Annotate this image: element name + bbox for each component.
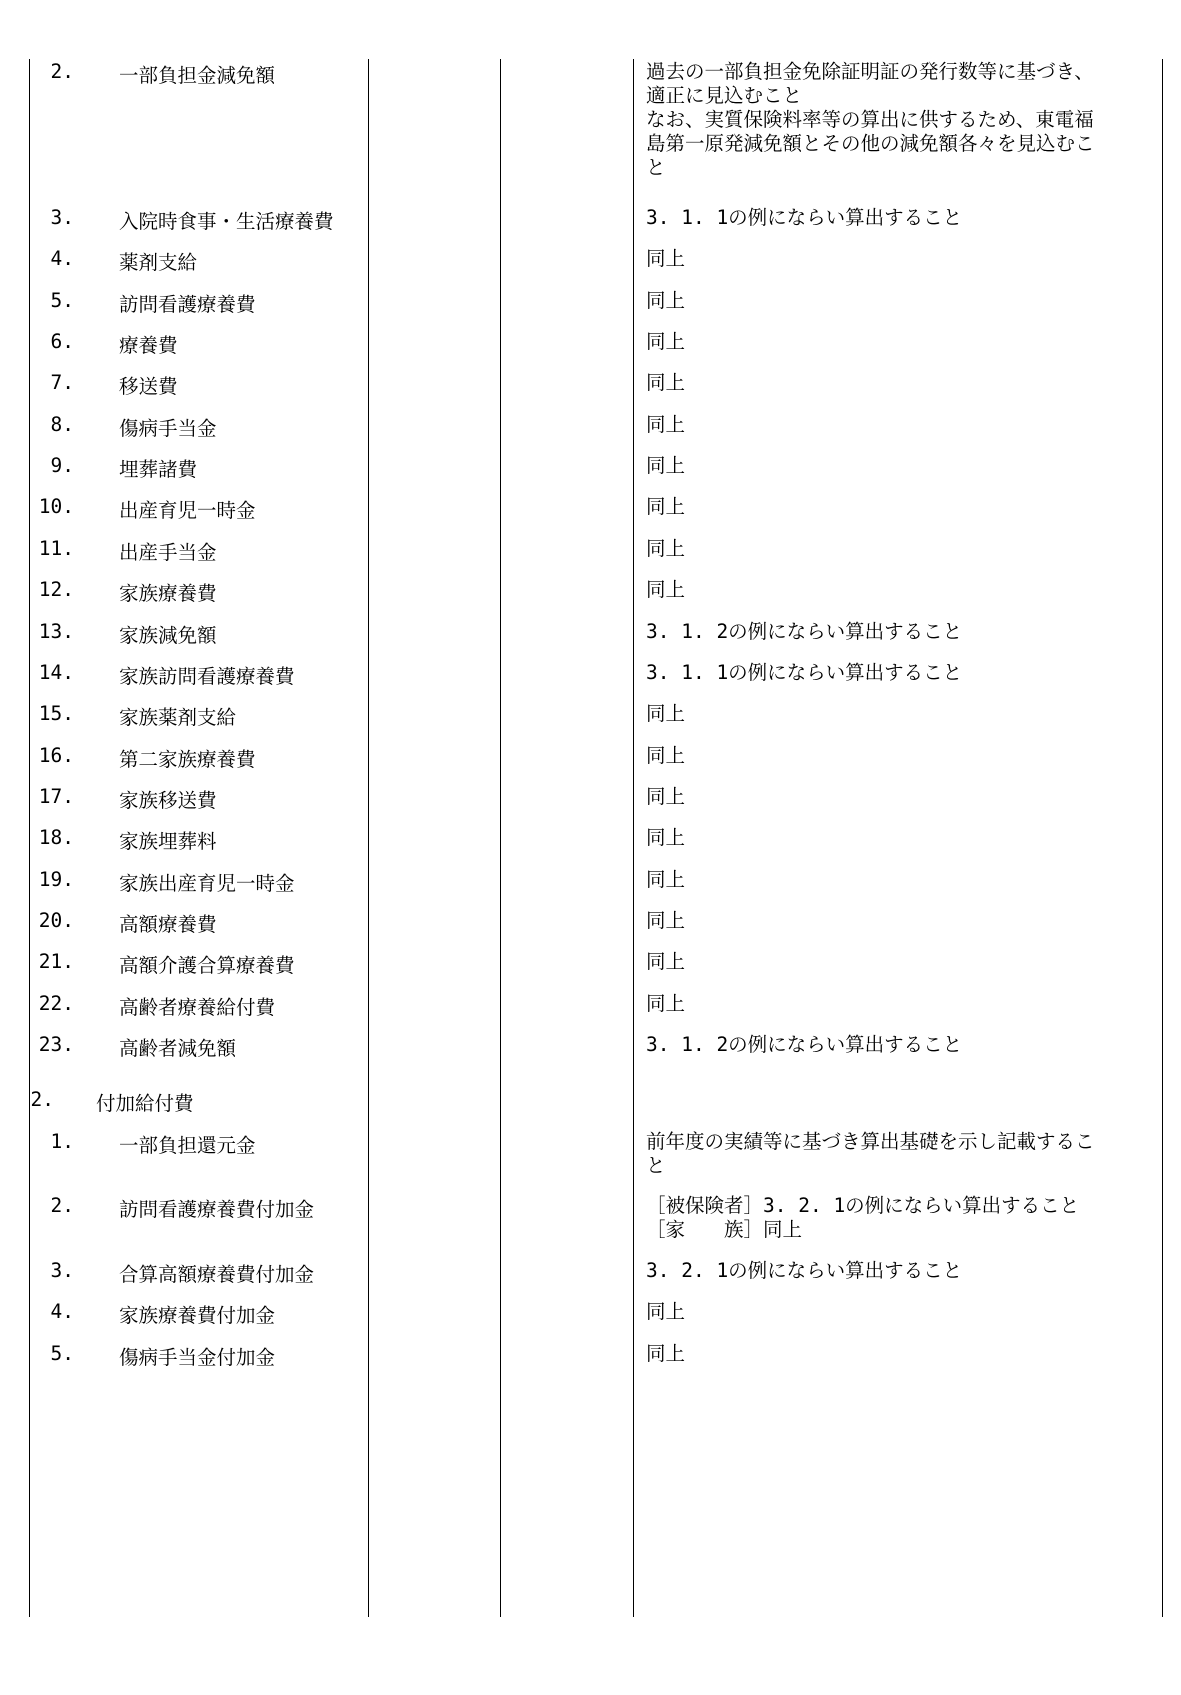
item-label: 出産手当金 [119,540,217,564]
item-label: 家族埋葬料 [119,830,217,854]
note-line: 同上 [646,412,686,436]
note-line: 同上 [646,536,686,560]
note-line: 同上 [646,288,686,312]
item-label: 合算高額療養費付加金 [119,1263,315,1286]
item-note [646,206,1156,230]
note-line: 同上 [646,991,686,1015]
note-line: 同上 [646,578,686,602]
item-note [646,289,1156,313]
note-line: 3. 1. 1の例にならい算出すること [646,660,963,684]
note-line: と [646,156,666,179]
item-label: 家族薬剤支給 [119,706,237,730]
item-number: 4. [50,1300,74,1323]
item-note [646,826,1156,850]
item-label: 第二家族療養費 [119,747,256,771]
item-note [646,785,1156,809]
item-note [646,909,1156,933]
item-label: 高額介護合算療養費 [119,954,295,978]
item-label: 薬剤支給 [119,251,198,275]
item-note [646,661,1156,685]
item-label: 一部負担金減免額 [119,64,276,87]
note-line: ［被保険者］3. 2. 1の例にならい算出すること [646,1194,1080,1217]
item-label: 傷病手当金 [119,416,217,440]
item-number: 17. [38,784,74,808]
item-label: 訪問看護療養費付加金 [119,1198,315,1221]
item-label: 一部負担還元金 [119,1134,256,1157]
item-note [646,620,1156,644]
item-number: 2. [50,1194,74,1217]
item-label: 家族出産育児一時金 [119,871,295,895]
note-line: 3. 2. 1の例にならい算出すること [646,1259,963,1282]
item-number: 1. [50,1130,74,1153]
item-number: 21. [38,950,74,974]
item-number: 20. [38,908,74,932]
item-number: 22. [38,991,74,1015]
item-note [646,744,1156,768]
item-note [646,702,1156,726]
item-number: 5. [50,288,74,312]
item-number: 11. [38,536,74,560]
note-line: 同上 [646,371,686,395]
item-number: 14. [38,660,74,684]
note-line: 適正に見込むこと [646,84,803,107]
item-label: 傷病手当金付加金 [119,1346,276,1369]
note-line: と [646,1154,666,1177]
item-label: 入院時食事・生活療養費 [119,210,334,233]
item-number: 13. [38,619,74,643]
item-note [646,1194,1156,1242]
note-line: 同上 [646,784,686,808]
note-line: 同上 [646,743,686,767]
item-label: 訪問看護療養費 [119,292,256,316]
item-number: 15. [38,702,74,726]
note-line: 3. 1. 2の例にならい算出すること [646,1033,963,1056]
note-line: 同上 [646,950,686,974]
item-number: 4. [50,247,74,271]
item-label: 家族療養費付加金 [119,1304,276,1327]
item-note [646,1342,1156,1366]
note-line: 同上 [646,908,686,932]
item-label: 療養費 [119,334,178,358]
item-note [646,454,1156,478]
table-border-right [1162,59,1163,1617]
item-note [646,868,1156,892]
item-number: 12. [38,578,74,602]
item-label: 移送費 [119,375,178,399]
item-number: 3. [50,206,74,229]
item-number: 5. [50,1342,74,1365]
note-line: なお、実質保険料率等の算出に供するため、東電福 [646,108,1094,131]
item-number: 8. [50,412,74,436]
note-line: 同上 [646,495,686,519]
item-note [646,60,1156,180]
note-line: 3. 1. 1の例にならい算出すること [646,206,963,229]
item-note [646,247,1156,271]
item-number: 9. [50,454,74,478]
item-number: 2. [50,60,74,83]
note-line: 同上 [646,330,686,354]
note-line: 同上 [646,1342,686,1365]
item-label: 家族訪問看護療養費 [119,664,295,688]
note-line: 前年度の実績等に基づき算出基礎を示し記載するこ [646,1130,1095,1153]
column-divider-1 [368,59,369,1617]
item-number: 23. [38,1033,74,1056]
note-line: 同上 [646,454,686,478]
note-line: 過去の一部負担金免除証明証の発行数等に基づき、 [646,60,1094,83]
item-label: 家族療養費 [119,582,217,606]
item-label: 家族減免額 [119,623,217,647]
item-label: 高齢者療養給付費 [119,995,276,1019]
note-line: 同上 [646,826,686,850]
item-number: 16. [38,743,74,767]
item-note [646,537,1156,561]
note-line: 3. 1. 2の例にならい算出すること [646,619,963,643]
item-note [646,992,1156,1016]
item-note [646,1259,1156,1283]
item-number: 2. [30,1088,54,1111]
item-note [646,1033,1156,1057]
item-label: 出産育児一時金 [119,499,256,523]
column-divider-2 [500,59,501,1617]
note-line: 同上 [646,247,686,271]
item-label: 高額療養費 [119,912,217,936]
column-divider-3 [633,59,634,1617]
note-line: 同上 [646,867,686,891]
note-line: ［家 族］同上 [646,1218,803,1241]
item-note [646,413,1156,437]
item-note [646,578,1156,602]
note-line: 島第一原発減免額とその他の減免額各々を見込むこ [646,132,1095,155]
item-label: 家族移送費 [119,788,217,812]
item-number: 6. [50,330,74,354]
item-note [646,495,1156,519]
item-label: 付加給付費 [96,1092,194,1115]
item-note [646,1300,1156,1324]
item-label: 高齢者減免額 [119,1037,237,1060]
item-note [646,1130,1156,1178]
item-number: 7. [50,371,74,395]
item-note [646,371,1156,395]
note-line: 同上 [646,702,686,726]
item-number: 18. [38,826,74,850]
note-line: 同上 [646,1300,686,1323]
item-number: 19. [38,867,74,891]
item-label: 埋葬諸費 [119,458,198,482]
item-note [646,330,1156,354]
item-number: 10. [38,495,74,519]
item-note [646,950,1156,974]
item-number: 3. [50,1259,74,1282]
